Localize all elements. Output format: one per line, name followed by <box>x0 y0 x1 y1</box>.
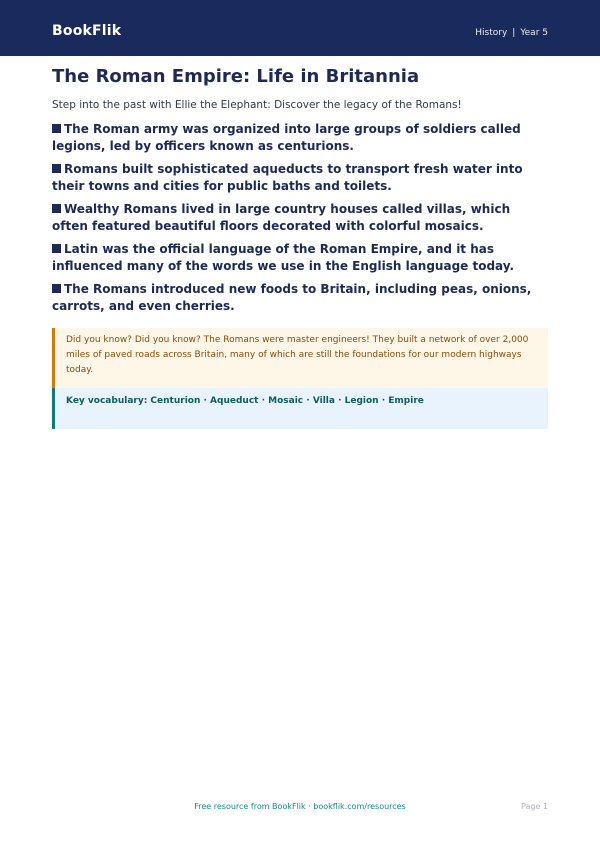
subject-label: History <box>475 28 508 38</box>
list-item <box>52 121 548 155</box>
header-bar <box>0 0 600 56</box>
intro-text: Step into the past with Ellie the Elephant: Discover the legacy of the Romans! <box>52 99 462 111</box>
fact-text: The Roman army was organized into large groups of soldiers called legions, led by officers known as centurions. <box>52 122 521 153</box>
square-bullet-icon <box>52 124 61 133</box>
meta-separator: | <box>512 28 516 38</box>
footer-link[interactable]: Free resource from BookFlik · bookflik.com/resources <box>194 802 406 811</box>
page-number: Page 1 <box>521 802 548 811</box>
list-item <box>52 201 548 235</box>
square-bullet-icon <box>52 164 61 173</box>
page-title: The Roman Empire: Life in Britannia <box>52 66 420 87</box>
header-meta <box>475 28 548 38</box>
square-bullet-icon <box>52 204 61 213</box>
list-item <box>52 161 548 195</box>
fact-text: Wealthy Romans lived in large country houses called villas, which often featured beautiful floors decorated with colorful mosaics. <box>52 202 511 233</box>
list-item <box>52 241 548 275</box>
vocabulary-box: Key vocabulary: Centurion · Aqueduct · Mosaic · Villa · Legion · Empire <box>52 388 548 429</box>
list-item <box>52 281 548 315</box>
fact-text: The Romans introduced new foods to Britain, including peas, onions, carrots, and even cherries. <box>52 282 532 313</box>
year-label: Year 5 <box>520 28 548 38</box>
fact-text: Latin was the official language of the Roman Empire, and it has influenced many of the words we use in the English language today. <box>52 242 515 273</box>
square-bullet-icon <box>52 244 61 253</box>
did-you-know-box: Did you know? Did you know? The Romans were master engineers! They built a network of over 2,000 miles of paved roads across Britain, many of which are still the foundations for our modern highways today. <box>52 328 548 388</box>
fact-text: Romans built sophisticated aqueducts to transport fresh water into their towns and cities for public baths and toilets. <box>52 162 523 193</box>
brand-logo[interactable]: BookFlik <box>52 23 122 39</box>
callout-box <box>52 328 548 429</box>
square-bullet-icon <box>52 284 61 293</box>
facts-list <box>52 121 548 321</box>
